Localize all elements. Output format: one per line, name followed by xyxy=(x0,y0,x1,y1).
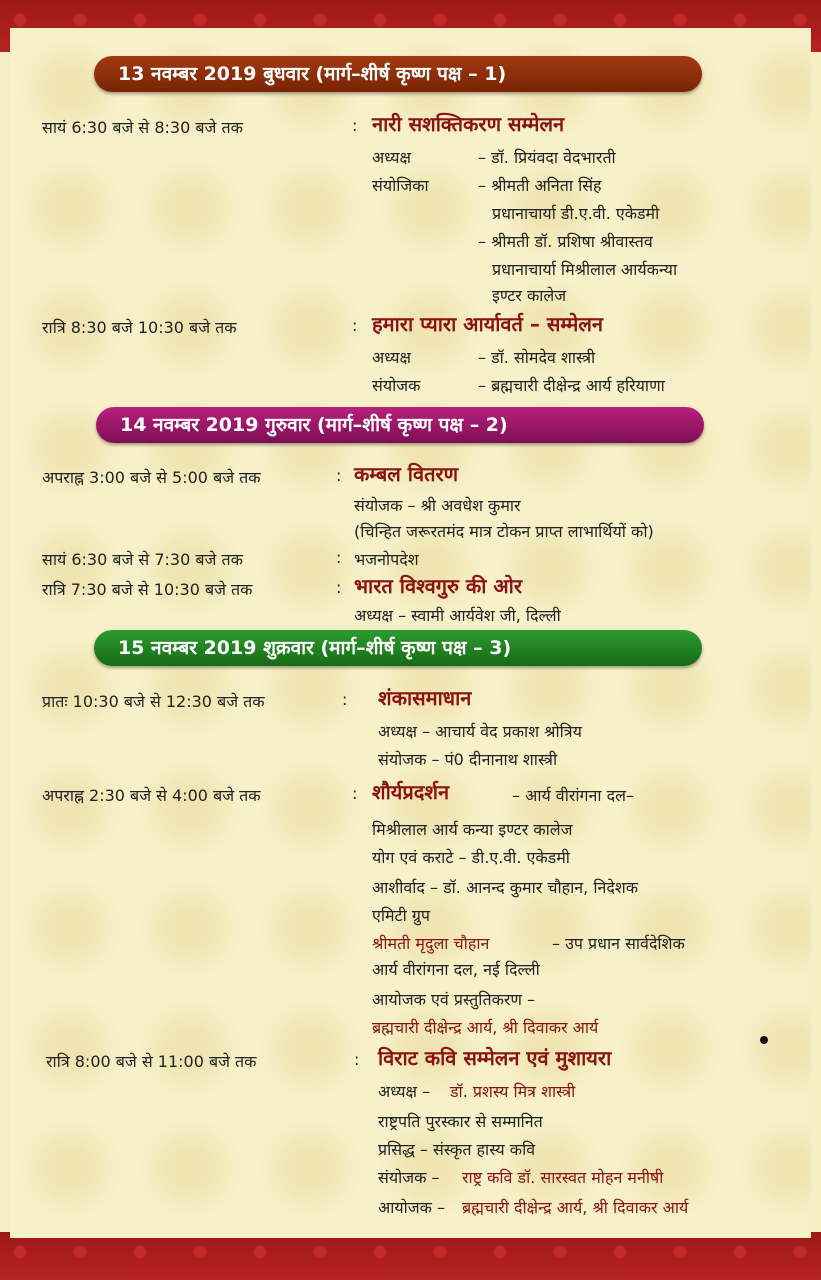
colon: : xyxy=(352,116,358,135)
day3-session2-title: शौर्यप्रदर्शन xyxy=(372,780,450,804)
day1-s1-line5: प्रधानाचार्या मिश्रीलाल आर्यकन्या xyxy=(492,260,678,279)
colon: : xyxy=(352,784,358,803)
colon: : xyxy=(336,548,342,567)
day3-s2-line1: मिश्रीलाल आर्य कन्या इण्टर कालेज xyxy=(372,820,573,839)
day3-session1-time: प्रातः 10:30 बजे से 12:30 बजे तक xyxy=(42,692,265,711)
day3-session1-title: शंकासमाधान xyxy=(378,686,472,710)
day1-session2-title: हमारा प्यारा आर्यावर्त – सम्मेलन xyxy=(372,312,603,336)
day3-s3-line1-role: अध्यक्ष – xyxy=(378,1082,431,1101)
day1-session1-title: नारी सशक्तिकरण सम्मेलन xyxy=(372,112,565,136)
day3-s2-line8: ब्रह्मचारी दीक्षेन्द्र आर्य, श्री दिवाकर आर्य xyxy=(372,1018,599,1037)
day1-s2-person1: – डॉ. सोमदेव शास्त्री xyxy=(478,348,596,367)
colon: : xyxy=(354,1050,360,1069)
day1-s1-person1: – डॉ. प्रियंवदा वेदभारती xyxy=(478,148,616,167)
day2-session1-time: अपराह्न 3:00 बजे से 5:00 बजे तक xyxy=(42,468,261,487)
day3-banner: 15 नवम्बर 2019 शुक्रवार (मार्ग–शीर्ष कृष्ण पक्ष – 3) xyxy=(94,630,702,666)
day3-s3-line3: प्रसिद्ध – संस्कृत हास्य कवि xyxy=(378,1140,536,1159)
day3-s3-line2: राष्ट्रपति पुरस्कार से सम्मानित xyxy=(378,1112,543,1131)
day3-s2-line5-rest: – उप प्रधान सार्वदेशिक xyxy=(552,934,685,953)
day3-session3-title: विराट कवि सम्मेलन एवं मुशायरा xyxy=(378,1046,612,1070)
day3-s3-line4-role: संयोजक – xyxy=(378,1168,440,1187)
day3-session3-time: रात्रि 8:00 बजे से 11:00 बजे तक xyxy=(46,1052,257,1071)
day3-s2-line7: आयोजक एवं प्रस्तुतिकरण – xyxy=(372,990,536,1009)
colon: : xyxy=(336,578,342,597)
colon: : xyxy=(342,690,348,709)
decorative-bottom-border xyxy=(0,1232,821,1280)
day3-s2-title-rest: – आर्य वीरांगना दल– xyxy=(512,786,634,805)
day1-s1-line3: प्रधानाचार्या डी.ए.वी. एकेडमी xyxy=(492,204,660,223)
day2-session3-title: भारत विश्वगुरु की ओर xyxy=(354,574,523,598)
day1-banner: 13 नवम्बर 2019 बुधवार (मार्ग–शीर्ष कृष्ण पक्ष – 1) xyxy=(94,56,702,92)
colon: : xyxy=(352,316,358,335)
day2-session2-title: भजनोपदेश xyxy=(354,550,419,569)
day3-s2-line3: आशीर्वाद – डॉ. आनन्द कुमार चौहान, निदेशक xyxy=(372,878,639,897)
day3-s3-line1-name: डॉ. प्रशस्य मित्र शास्त्री xyxy=(450,1082,576,1101)
day1-session2-time: रात्रि 8:30 बजे 10:30 बजे तक xyxy=(42,318,237,337)
day1-s2-role2: संयोजक xyxy=(372,376,421,395)
day2-s1-line1: संयोजक – श्री अवधेश कुमार xyxy=(354,496,521,515)
day1-s1-role1: अध्यक्ष xyxy=(372,148,411,167)
day2-session1-title: कम्बल वितरण xyxy=(354,462,459,486)
day3-s1-line2: संयोजक – पं0 दीनानाथ शास्त्री xyxy=(378,750,558,769)
day3-s3-line5-name: ब्रह्मचारी दीक्षेन्द्र आर्य, श्री दिवाकर आर्य xyxy=(462,1198,689,1217)
day1-s1-person2: – श्रीमती अनिता सिंह xyxy=(478,176,602,195)
day3-s3-line4-name: राष्ट्र कवि डॉ. सारस्वत मोहन मनीषी xyxy=(462,1168,664,1187)
ink-dot xyxy=(760,1036,768,1044)
day2-banner: 14 नवम्बर 2019 गुरुवार (मार्ग–शीर्ष कृष्ण पक्ष – 2) xyxy=(96,407,704,443)
day3-s2-line6: आर्य वीरांगना दल, नई दिल्ली xyxy=(372,960,540,979)
day3-s2-line5-name: श्रीमती मृदुला चौहान xyxy=(372,934,490,953)
day1-s2-person2: – ब्रह्मचारी दीक्षेन्द्र आर्य हरियाणा xyxy=(478,376,665,395)
day3-s3-line5-role: आयोजक – xyxy=(378,1198,446,1217)
day2-session3-time: रात्रि 7:30 बजे से 10:30 बजे तक xyxy=(42,580,253,599)
day1-s1-line4: – श्रीमती डॉ. प्रशिषा श्रीवास्तव xyxy=(478,232,653,251)
day2-session2-time: सायं 6:30 बजे से 7:30 बजे तक xyxy=(42,550,243,569)
day3-s2-line4: एमिटी ग्रुप xyxy=(372,906,430,925)
day3-session2-time: अपराह्न 2:30 बजे से 4:00 बजे तक xyxy=(42,786,261,805)
day1-s1-role2: संयोजिका xyxy=(372,176,429,195)
day1-session1-time: सायं 6:30 बजे से 8:30 बजे तक xyxy=(42,118,243,137)
colon: : xyxy=(336,466,342,485)
day1-s1-line6: इण्टर कालेज xyxy=(492,286,567,305)
day3-s2-line2: योग एवं कराटे – डी.ए.वी. एकेडमी xyxy=(372,848,570,867)
day2-s1-line2: (चिन्हित जरूरतमंद मात्र टोकन प्राप्त लाभार्थियों को) xyxy=(354,522,654,541)
day2-s3-line1: अध्यक्ष – स्वामी आर्यवेश जी, दिल्ली xyxy=(354,606,561,625)
day1-s2-role1: अध्यक्ष xyxy=(372,348,411,367)
day3-s1-line1: अध्यक्ष – आचार्य वेद प्रकाश श्रोत्रिय xyxy=(378,722,582,741)
